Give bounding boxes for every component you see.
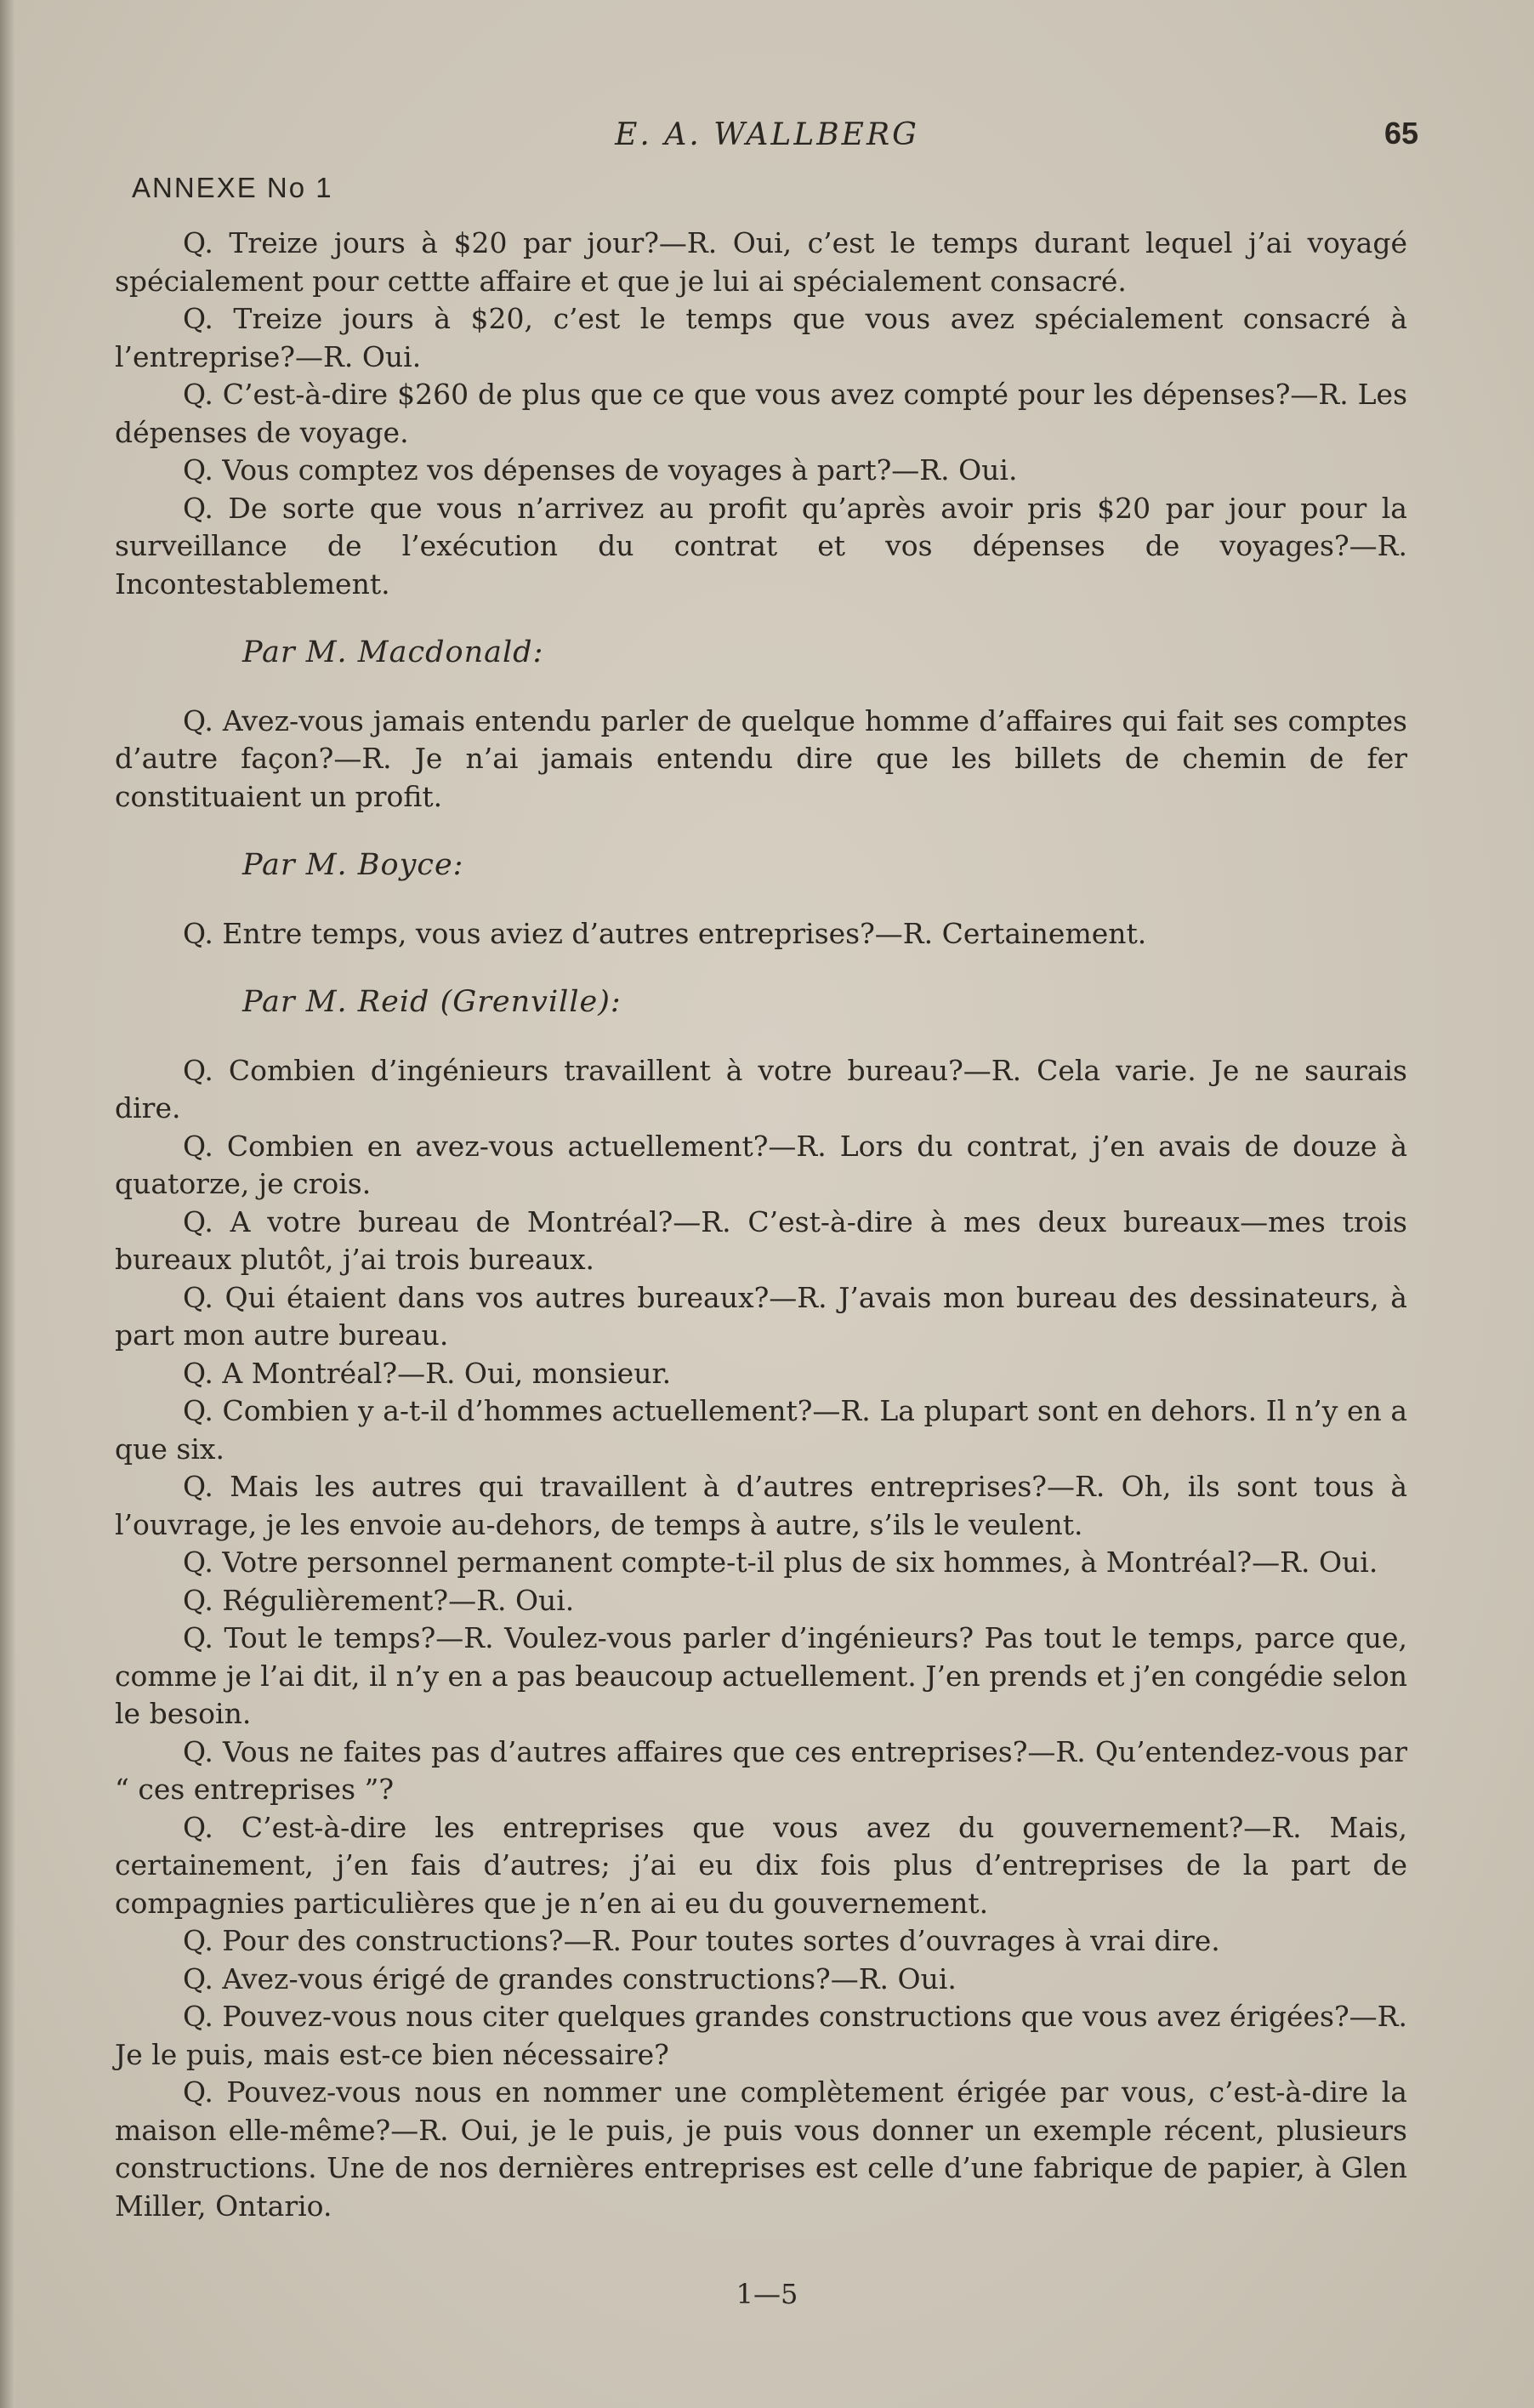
signature-mark: 1—5	[736, 2278, 798, 2310]
qa-paragraph: Q. Votre personnel permanent compte-t-il plus de six hommes, à Montréal?—R. Oui.	[183, 1546, 1378, 1579]
qa-paragraph: Q. C’est-à-dire les entreprises que vous avez du gouvernement?—R. Mais, certainement, j’en fais d’autres; j’ai eu dix fois plus d’entreprises de la part de compagnies particulières que je n’en ai eu du gouvernement.	[115, 1810, 1407, 1920]
qa-paragraph: Q. Pouvez-vous nous en nommer une complètement érigée par vous, c’est-à-dire la maison elle-même?—R. Oui, je le puis, je puis vous donner un exemple récent, plusieurs constructions. Une de nos dernières entreprises est celle d’une fabrique de papier, à Glen Miller, Ontario.	[115, 2075, 1407, 2223]
qa-paragraph: Q. A votre bureau de Montréal?—R. C’est-à-dire à mes deux bureaux—mes trois bureaux plutôt, j’ai trois bureaux.	[115, 1204, 1407, 1276]
qa-paragraph: Q. Treize jours à $20 par jour?—R. Oui, c’est le temps durant lequel j’ai voyagé spécialement pour cettte affaire et que je lui ai spécialement consacré.	[115, 226, 1407, 298]
qa-paragraph: Q. Tout le temps?—R. Voulez-vous parler d’ingénieurs? Pas tout le temps, parce que, comme je l’ai dit, il n’y en a pas beaucoup actuellement. J’en prends et j’en congédie selon le besoin.	[115, 1621, 1407, 1730]
qa-paragraph: Q. De sorte que vous n’arrivez au profit qu’après avoir pris $20 par jour pour la surveillance de l’exécution du contrat et vos dépenses de voyages?—R. Incontestablement.	[115, 491, 1407, 601]
qa-paragraph: Q. Avez-vous jamais entendu parler de quelque homme d’affaires qui fait ses comptes d’autre façon?—R. Je n’ai jamais entendu dire que les billets de chemin de fer constituaient un profit.	[115, 703, 1407, 813]
transcript-body	[115, 225, 1407, 2225]
qa-paragraph: Q. Avez-vous érigé de grandes constructions?—R. Oui.	[183, 1961, 957, 1995]
qa-paragraph: Q. C’est-à-dire $260 de plus que ce que vous avez compté pour les dépenses?—R. Les dépenses de voyage.	[115, 378, 1407, 449]
speaker-heading: Par M. Reid (Grenville):	[242, 985, 622, 1019]
qa-paragraph: Q. Pour des constructions?—R. Pour toutes sortes d’ouvrages à vrai dire.	[183, 1924, 1220, 1957]
speaker-heading: Par M. Macdonald:	[242, 635, 544, 669]
qa-paragraph: Q. Qui étaient dans vos autres bureaux?—R. J’avais mon bureau des dessinateurs, à part mon autre bureau.	[115, 1280, 1407, 1352]
qa-paragraph: Q. A Montréal?—R. Oui, monsieur.	[183, 1356, 672, 1390]
qa-paragraph: Q. Régulièrement?—R. Oui.	[183, 1583, 575, 1617]
qa-paragraph: Q. Vous comptez vos dépenses de voyages à part?—R. Oui.	[183, 453, 1018, 487]
running-header-title: E. A. WALLBERG	[615, 117, 919, 152]
qa-paragraph: Q. Mais les autres qui travaillent à d’autres entreprises?—R. Oh, ils sont tous à l’ouvrage, je les envoie au-dehors, de temps à autre, s’ils le veulent.	[115, 1470, 1407, 1541]
page-binding-edge	[0, 0, 15, 2408]
qa-paragraph: Q. Combien y a-t-il d’hommes actuellement?—R. La plupart sont en dehors. Il n’y en a que six.	[115, 1394, 1407, 1466]
qa-paragraph: Q. Combien en avez-vous actuellement?—R. Lors du contrat, j’en avais de douze à quatorze, je crois.	[115, 1129, 1407, 1200]
qa-paragraph: Q. Vous ne faites pas d’autres affaires que ces entreprises?—R. Qu’entendez-vous par “ ces entreprises ”?	[115, 1734, 1407, 1806]
qa-paragraph: Q. Entre temps, vous aviez d’autres entreprises?—R. Certainement.	[183, 916, 1147, 950]
speaker-heading: Par M. Boyce:	[242, 848, 464, 882]
annex-label: ANNEXE No 1	[132, 172, 333, 203]
qa-paragraph: Q. Combien d’ingénieurs travaillent à votre bureau?—R. Cela varie. Je ne saurais dire.	[115, 1053, 1407, 1124]
qa-paragraph: Q. Treize jours à $20, c’est le temps que vous avez spécialement consacré à l’entreprise?—R. Oui.	[115, 302, 1407, 373]
qa-paragraph: Q. Pouvez-vous nous citer quelques grandes constructions que vous avez érigées?—R. Je le puis, mais est-ce bien nécessaire?	[115, 2000, 1407, 2071]
page-number: 65	[1384, 116, 1419, 151]
